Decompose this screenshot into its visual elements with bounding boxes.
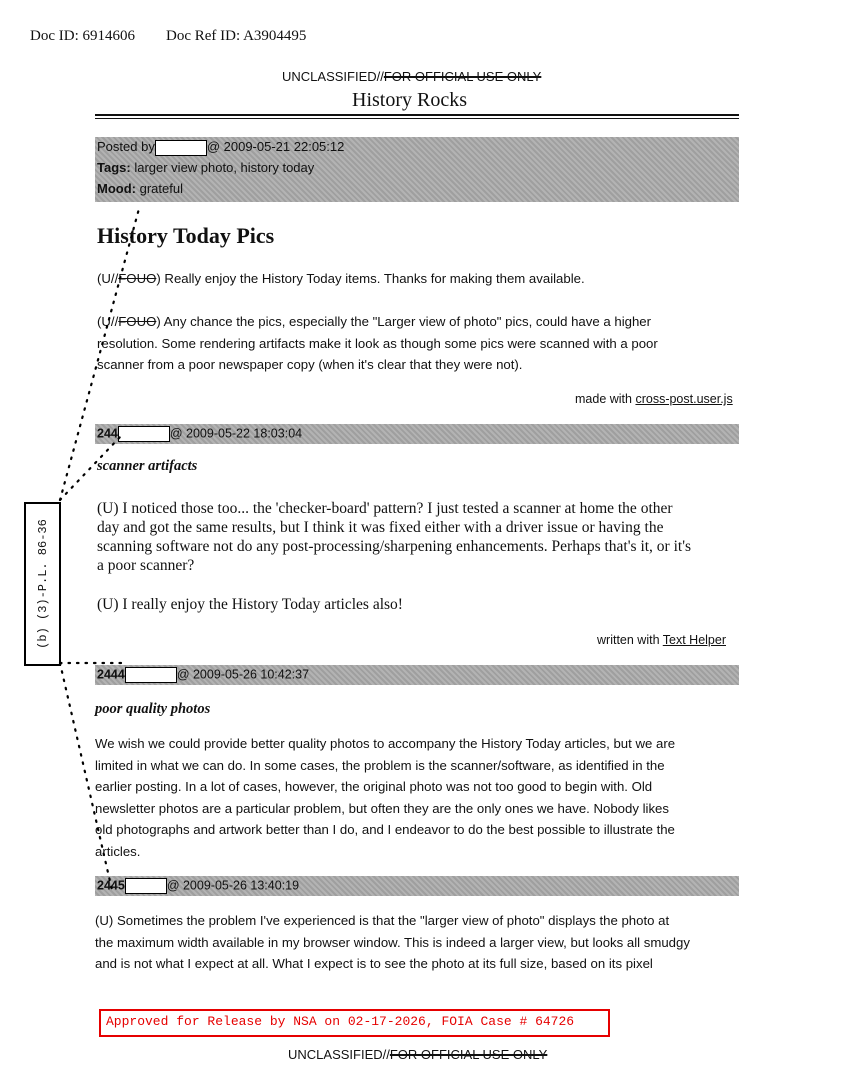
comment-line: earlier posting. In a lot of cases, however, the original photo was not too good to begin with. Old	[95, 779, 653, 794]
leader-line	[60, 437, 120, 500]
comment-timestamp: @ 2009-05-22 18:03:04	[169, 426, 303, 441]
footer-prefix: made with	[575, 392, 636, 406]
paragraph-line: scanner from a poor newspaper copy (when it's clear that they were not).	[97, 357, 523, 372]
marking-struck: FOUO	[118, 314, 157, 329]
comment-line: We wish we could provide better quality photos to accompany the History Today articles, but we are	[95, 736, 676, 751]
comment-id: 2445	[97, 878, 125, 893]
comment-line: and is not what I expect at all. What I expect is to see the photo at its full size, based on its pixel	[95, 956, 653, 971]
cross-post-link[interactable]: cross-post.user.js	[635, 392, 733, 406]
comment-title: scanner artifacts	[97, 458, 198, 474]
marking: (U//	[97, 271, 119, 286]
comment-line: (U) Sometimes the problem I've experienced is that the "larger view of photo" displays the photo at	[95, 913, 670, 928]
posted-by-label: Posted by	[97, 139, 155, 154]
classification-struck: FOR OFFICIAL USE ONLY	[389, 1047, 548, 1062]
leader-line	[60, 205, 140, 500]
marking: (U//	[97, 314, 119, 329]
comment-timestamp: @ 2009-05-26 10:42:37	[176, 667, 310, 682]
classification-struck: FOR OFFICIAL USE ONLY	[383, 69, 542, 84]
doc-id: Doc ID: 6914606	[30, 28, 135, 44]
comment-timestamp: @ 2009-05-26 13:40:19	[166, 878, 300, 893]
mood-value: grateful	[135, 181, 183, 196]
comment-line: old photographs and artwork better than I do, and I endeavor to do the best possible to illustrate the	[95, 822, 675, 837]
comment-id: 2444	[97, 667, 125, 682]
comment-line: scanning software not do any post-processing/sharpening enhancements. Perhaps that's it, or it's	[97, 538, 692, 555]
classification-marking-bottom	[288, 1047, 547, 1062]
marking-struck: FOUO	[118, 271, 157, 286]
paragraph-line: resolution. Some rendering artifacts make it look as though some pics were scanned with a poor	[97, 335, 658, 351]
exemption-label: (b) (3)-P.L. 86-36	[35, 519, 50, 649]
leader-line	[60, 663, 112, 890]
comment-line: day and got the same results, but I think it was fixed either with a driver issue or having the	[97, 519, 664, 536]
doc-ref-id: Doc Ref ID: A3904495	[166, 28, 307, 44]
comment-title: poor quality photos	[95, 701, 211, 717]
comment-id: 244	[97, 426, 118, 441]
comment-line: newsletter photos are a particular problem, but often they are the only ones we have. Nobody likes	[95, 800, 669, 816]
exemption-box	[24, 502, 61, 666]
approved-release-stamp	[99, 1009, 610, 1037]
page-title: History Rocks	[352, 89, 467, 111]
tags-label: Tags:	[97, 160, 131, 175]
comment-line: the maximum width available in my browser window. This is indeed a larger view, but looks all smudgy	[95, 934, 690, 950]
comment-line: (U) I noticed those too... the 'checker-board' pattern? I just tested a scanner at home the other	[97, 500, 673, 517]
paragraph-text: ) Really enjoy the History Today items. Thanks for making them available.	[156, 271, 585, 286]
comment-line: articles.	[95, 843, 141, 859]
paragraph-text: ) Any chance the pics, especially the "Larger view of photo" pics, could have a higher	[156, 314, 652, 329]
tags-value: larger view photo, history today	[130, 160, 315, 175]
classification-prefix: UNCLASSIFIED//	[282, 69, 384, 84]
footer-prefix: written with	[597, 633, 663, 647]
comment-extra: (U) I really enjoy the History Today articles also!	[97, 596, 403, 613]
comment-line: a poor scanner?	[97, 557, 195, 574]
approved-release-text: Approved for Release by NSA on 02-17-2026, FOIA Case # 64726	[106, 1014, 575, 1029]
post-timestamp: @ 2009-05-21 22:05:12	[206, 139, 345, 154]
classification-prefix: UNCLASSIFIED//	[288, 1047, 390, 1062]
post-title: History Today Pics	[97, 223, 275, 248]
text-helper-link[interactable]: Text Helper	[662, 633, 726, 647]
comment-line: limited in what we can do. In some cases, the problem is the scanner/software, as identified in the	[95, 757, 665, 773]
mood-label: Mood:	[97, 181, 136, 196]
